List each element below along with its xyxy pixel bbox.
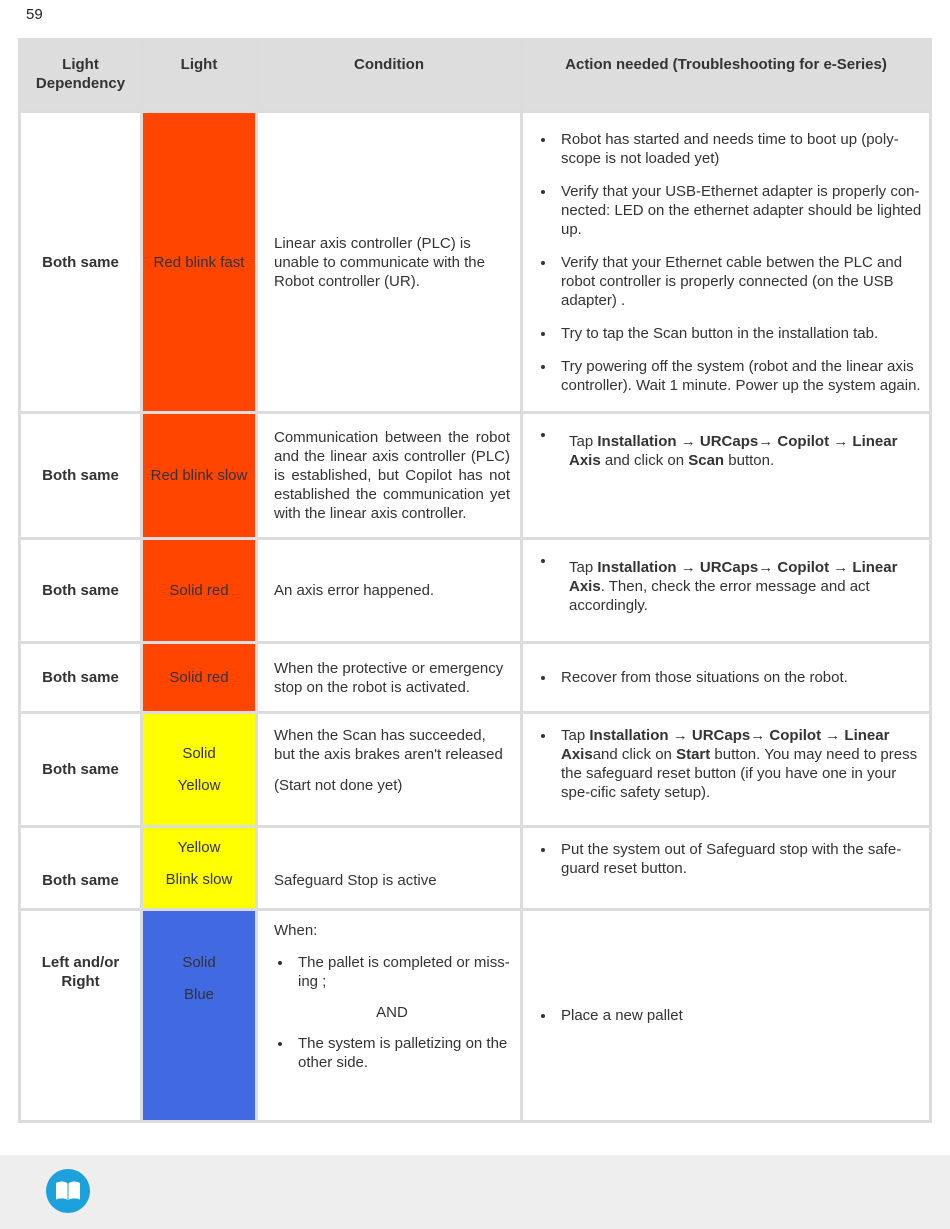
condition-list [274,1034,510,1072]
table-row [20,713,931,827]
troubleshooting-table [18,38,932,1123]
light-label: Blue [183,986,215,1003]
header-action: Action needed (Troubleshooting for e-Series) [522,40,931,112]
table-row [20,539,931,643]
action-cell [522,827,931,910]
light-indicator-yellow-blink-slow [142,827,257,910]
light-indicator-solid-yellow [142,713,257,827]
table-row [20,643,931,713]
table-row [20,827,931,910]
light-indicator-red-blink-slow [142,413,257,539]
dependency-cell: Left and/or Right [20,910,142,1122]
action-list [537,726,923,802]
condition-list [274,953,510,991]
condition-item: The pallet is completed or miss-ing ; [274,953,510,991]
action-cell [522,643,931,713]
light-label: Yellow [177,839,221,856]
header-light: Light [142,40,257,112]
dependency-cell: Both same [20,713,142,827]
action-item: Tap Installation → URCaps→ Copilot → Linear Axis and click on Scan button. [537,432,923,470]
table-header-row [20,40,931,112]
book-icon[interactable] [46,1169,90,1213]
action-cell [522,413,931,539]
light-label: Red blink fast [153,253,245,271]
condition-cell [257,643,522,713]
light-label: Blink slow [165,871,233,888]
light-label: Solid [182,745,216,762]
condition-and: AND [376,1004,408,1021]
condition-cell [257,827,522,910]
condition-note: (Start not done yet) [274,777,403,794]
action-item: Tap Installation → URCaps→ Copilot → Linear Axis. Then, check the error message and act accordingly. [537,558,923,615]
dependency-cell: Both same [20,827,142,910]
action-item: Try to tap the Scan button in the installation tab. [537,324,923,343]
dependency-cell: Both same [20,413,142,539]
action-item: Recover from those situations on the robot. [537,668,923,687]
action-item: Verify that your USB-Ethernet adapter is properly con-nected: LED on the ethernet adapter should be lighted up. [537,182,923,239]
action-item: Put the system out of Safeguard stop with the safe-guard reset button. [537,840,923,878]
light-indicator-solid-red [142,643,257,713]
dependency-cell: Both same [20,643,142,713]
action-cell [522,539,931,643]
condition-text: When the Scan has succeeded, but the axis brakes aren't released [274,727,503,763]
condition-text: An axis error happened. [274,582,435,599]
action-list [537,432,923,470]
action-list [537,1006,923,1025]
light-label: Red blink slow [150,467,248,484]
light-indicator-red-blink-fast [142,112,257,413]
light-label: Solid red [169,582,229,599]
light-label: Solid red [169,669,229,686]
page-footer [0,1155,950,1229]
dependency-cell: Both same [20,539,142,643]
condition-cell [257,713,522,827]
condition-text: Communication between the robot and the linear axis controller (PLC) is established, but Copilot has not established the communication yet with the linear axis controller. [274,429,510,522]
table-row [20,910,931,1122]
header-condition: Condition [257,40,522,112]
condition-cell [257,413,522,539]
action-list [537,668,923,687]
light-indicator-solid-red [142,539,257,643]
condition-intro: When: [274,922,318,939]
page-number: 59 [26,6,43,23]
table-row [20,112,931,413]
action-list [537,840,923,878]
action-item: Place a new pallet [537,1006,923,1025]
condition-cell [257,910,522,1122]
action-list [537,558,923,615]
condition-cell [257,112,522,413]
action-cell [522,910,931,1122]
action-list [537,130,923,395]
condition-cell [257,539,522,643]
condition-item: The system is palletizing on the other side. [274,1034,510,1072]
dependency-cell: Both same [20,112,142,413]
light-indicator-solid-blue [142,910,257,1122]
condition-text: When the protective or emergency stop on the robot is activated. [274,659,504,696]
light-label: Solid [182,954,216,971]
action-item: Verify that your Ethernet cable betwen the PLC and robot controller is properly connected (on the USB adapter) . [537,253,923,310]
table-row [20,413,931,539]
condition-text: Safeguard Stop is active [274,872,437,889]
action-item: Tap Installation → URCaps→ Copilot → Linear Axisand click on Start button. You may need to press the safeguard reset button (if you have one in your spe-cific safety setup). [537,726,923,802]
light-label: Yellow [177,777,221,794]
action-item: Try powering off the system (robot and the linear axis controller). Wait 1 minute. Power up the system again. [537,357,923,395]
action-cell [522,713,931,827]
action-item: Robot has started and needs time to boot up (poly-scope is not loaded yet) [537,130,923,168]
condition-text: Linear axis controller (PLC) is unable to communicate with the Robot controller (UR). [274,234,485,290]
header-light-dependency: Light Dependency [20,40,142,112]
action-cell [522,112,931,413]
